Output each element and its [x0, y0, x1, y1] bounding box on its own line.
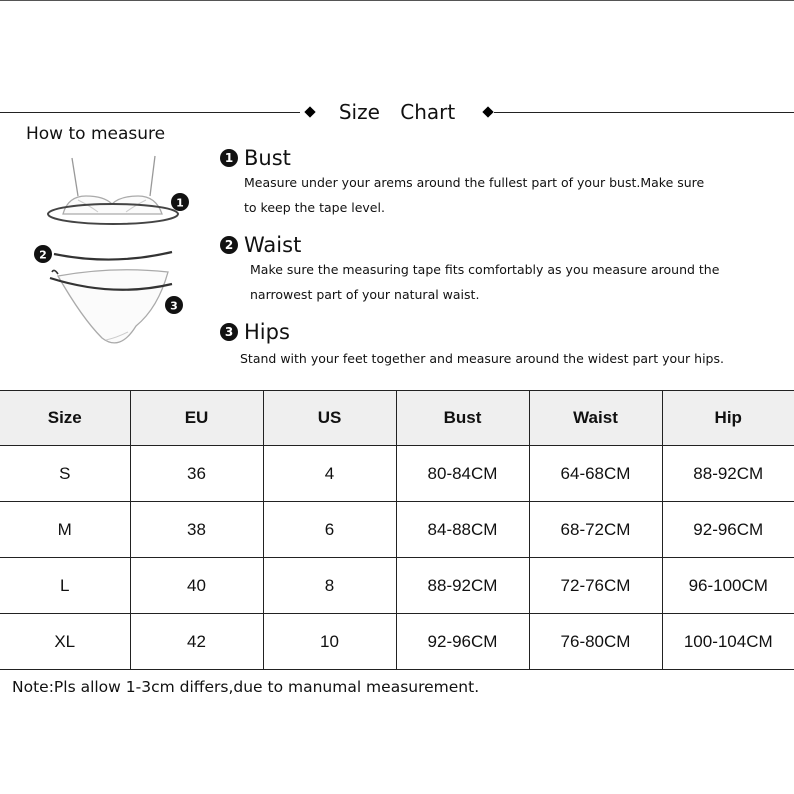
table-cell: 96-100CM	[662, 558, 794, 614]
measurement-note: Note:Pls allow 1-3cm differs,due to manumal measurement.	[12, 678, 480, 696]
top-border	[0, 0, 794, 1]
table-cell: 88-92CM	[662, 446, 794, 502]
number-2-icon: 2	[220, 236, 238, 254]
size-table	[0, 390, 794, 670]
header-rule-right	[494, 112, 794, 113]
table-cell: 72-76CM	[529, 558, 662, 614]
guide-hips-line: Stand with your feet together and measure around the widest part your hips.	[240, 351, 724, 366]
bikini-measure-illustration	[28, 148, 203, 360]
guide-waist-line: Make sure the measuring tape fits comfortably as you measure around the	[250, 262, 720, 277]
guide-waist-title: Waist	[244, 233, 302, 257]
guide-waist	[220, 233, 780, 307]
table-row	[0, 446, 794, 502]
table-header-row	[0, 391, 794, 446]
diamond-right-icon	[482, 106, 493, 117]
guide-bust-title: Bust	[244, 146, 291, 170]
guide-bust	[220, 146, 764, 220]
marker-2-text: 2	[39, 248, 47, 262]
table-cell: 92-96CM	[396, 614, 529, 670]
bikini-figure-icon	[28, 148, 203, 360]
table-cell: 64-68CM	[529, 446, 662, 502]
table-row	[0, 558, 794, 614]
table-cell: 84-88CM	[396, 502, 529, 558]
table-row	[0, 502, 794, 558]
column-header-bust: Bust	[396, 391, 529, 446]
marker-3-text: 3	[170, 299, 178, 313]
table-cell: S	[0, 446, 130, 502]
table-cell: 88-92CM	[396, 558, 529, 614]
table-cell: 42	[130, 614, 263, 670]
column-header-hip: Hip	[662, 391, 794, 446]
guide-waist-description	[250, 257, 780, 307]
table-cell: L	[0, 558, 130, 614]
guide-bust-description	[244, 170, 764, 220]
table-row	[0, 614, 794, 670]
table-cell: 4	[263, 446, 396, 502]
marker-1-text: 1	[176, 196, 184, 210]
column-header-size: Size	[0, 391, 130, 446]
guide-bust-line: to keep the tape level.	[244, 200, 385, 215]
table-cell: 100-104CM	[662, 614, 794, 670]
guide-hips-title: Hips	[244, 320, 290, 344]
table-cell: 8	[263, 558, 396, 614]
table-cell: XL	[0, 614, 130, 670]
table-cell: 68-72CM	[529, 502, 662, 558]
guide-hips-description	[240, 346, 794, 371]
how-to-measure-label: How to measure	[26, 124, 166, 144]
header-rule-left	[0, 112, 300, 113]
table-cell: 10	[263, 614, 396, 670]
number-1-icon: 1	[220, 149, 238, 167]
table-cell: 76-80CM	[529, 614, 662, 670]
table-cell: 6	[263, 502, 396, 558]
guide-hips	[220, 320, 794, 371]
page-title: Size Chart	[338, 100, 456, 124]
column-header-eu: EU	[130, 391, 263, 446]
table-cell: 80-84CM	[396, 446, 529, 502]
column-header-us: US	[263, 391, 396, 446]
number-3-icon: 3	[220, 323, 238, 341]
column-header-waist: Waist	[529, 391, 662, 446]
table-cell: 38	[130, 502, 263, 558]
table-cell: 92-96CM	[662, 502, 794, 558]
guide-bust-line: Measure under your arems around the fullest part of your bust.Make sure	[244, 175, 705, 190]
diamond-left-icon	[304, 106, 315, 117]
table-cell: 40	[130, 558, 263, 614]
guide-waist-line: narrowest part of your natural waist.	[250, 287, 480, 302]
table-cell: M	[0, 502, 130, 558]
table-cell: 36	[130, 446, 263, 502]
